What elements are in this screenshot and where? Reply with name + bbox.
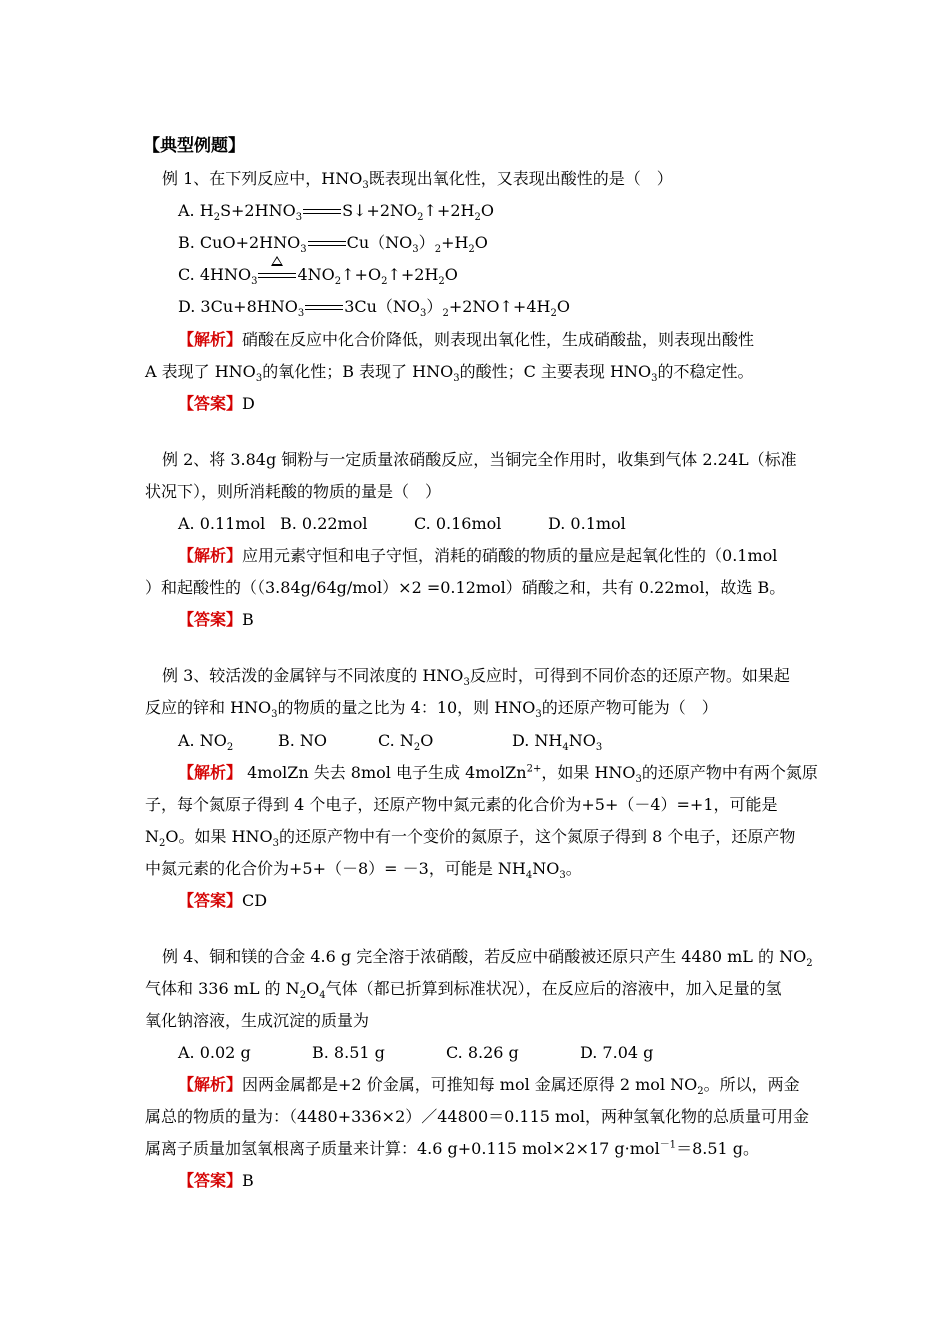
ex1-option-a: A. $H_2S+2HNO_3$ $S↓+2NO_2↑+2H_2O$ bbox=[178, 201, 494, 224]
heat-triangle-icon bbox=[271, 256, 283, 266]
ex1-option-d: D. $3Cu+8HNO_3$ $3Cu(NO_3)_2+2NO↑+4H_2O$ bbox=[178, 297, 570, 320]
ex4-answer: 【答案】B bbox=[178, 1171, 254, 1190]
ex2-question-cont: 状况下），则所消耗酸的物质的量是（ ） bbox=[145, 482, 442, 501]
ex3-analysis-3: $N_2O$。如果 $HNO_3$的还原产物中有一个变价的氮原子，这个氮原子得到 8 个电子，还原产物 bbox=[145, 827, 796, 850]
ex4-question-2: 气体和 336 mL 的 $N_2O_4$气体（都已折算到标准状况），在反应后的溶液中，加入足量的氢 bbox=[145, 979, 782, 1002]
ex3-answer: 【答案】CD bbox=[178, 891, 268, 910]
equals-sign bbox=[305, 303, 343, 313]
ex3-options: A. $NO_2$ B. NO C. $N_2O$ D. $NH_4NO_3$ bbox=[178, 731, 603, 754]
ex3-question: 例 3、较活泼的金属锌与不同浓度的 $HNO_3$反应时，可得到不同价态的还原产物。如果起 bbox=[162, 666, 790, 689]
equals-sign bbox=[303, 207, 341, 217]
ex2-options: A. 0.11mol B. 0.22mol C. 0.16mol D. 0.1mol bbox=[178, 514, 626, 533]
ex2-question: 例 2、将 3.84g 铜粉与一定质量浓硝酸反应，当铜完全作用时，收集到气体 2.24L（标准 bbox=[162, 450, 797, 469]
ex1-analysis: 【解析】硝酸在反应中化合价降低，则表现出氧化性，生成硝酸盐，则表现出酸性 bbox=[178, 330, 755, 349]
ex4-analysis-2: 属总的物质的量为：（4480+336×2）／44800＝0.115 mol，两种氢氧化物的总质量可用金 bbox=[145, 1107, 809, 1126]
ex3-analysis-2: 子，每个氮原子得到 4 个电子，还原产物中氮元素的化合价为+5+（－4）=+1，可能是 bbox=[145, 795, 778, 814]
ex3-question-cont: 反应的锌和 $HNO_3$的物质的量之比为 4：10，则 $HNO_3$的还原产物可能为（ ） bbox=[145, 698, 718, 721]
ex1-option-b: B. $CuO+2HNO_3$ $Cu(NO_3)_2+H_2O$ bbox=[178, 233, 488, 256]
ex2-answer: 【答案】B bbox=[178, 610, 254, 629]
ex3-analysis: 【解析】 4molZn 失去 8mol 电子生成 4molZn$^{2+}$，如果 $HNO_3$的还原产物中有两个氮原 bbox=[178, 763, 818, 786]
ex1-analysis-cont: A 表现了 $HNO_3$的氧化性；B 表现了 $HNO_3$的酸性；C 主要表现 $HNO_3$的不稳定性。 bbox=[145, 362, 754, 385]
equals-sign bbox=[308, 239, 346, 249]
ex4-question-3: 氧化钠溶液，生成沉淀的质量为 bbox=[145, 1011, 370, 1030]
ex4-question: 例 4、铜和镁的合金 4.6 g 完全溶于浓硝酸，若反应中硝酸被还原只产生 4480 mL 的 $NO_2$ bbox=[162, 947, 813, 970]
ex4-analysis-3: 属离子质量加氢氧根离子质量来计算：4.6 g+0.115 mol×2×17 g·mol$^{-1}$＝8.51 g。 bbox=[145, 1139, 760, 1158]
equals-sign bbox=[258, 271, 296, 281]
ex1-option-c: C. $4HNO_3$ $4NO_2↑+O_2↑+2H_2O$ bbox=[178, 265, 458, 285]
ex2-analysis-cont: ）和起酸性的（（3.84g/64g/mol）×2 =0.12mol）硝酸之和，共有 0.22mol，故选 B。 bbox=[145, 578, 786, 597]
ex2-analysis: 【解析】应用元素守恒和电子守恒，消耗的硝酸的物质的量应是起氧化性的（0.1mol bbox=[178, 546, 778, 565]
ex4-analysis: 【解析】因两金属都是+2 价金属，可推知每 mol 金属还原得 2 mol $NO_2$。所以，两金 bbox=[178, 1075, 800, 1098]
ex3-analysis-4: 中氮元素的化合价为+5+（－8）= －3，可能是 $NH_4NO_3$。 bbox=[145, 859, 582, 882]
ex1-answer: 【答案】D bbox=[178, 394, 255, 413]
ex1-question: 例 1、在下列反应中，$HNO_3$既表现出氧化性，又表现出酸性的是（ ） bbox=[162, 169, 673, 192]
section-heading: 【典型例题】 bbox=[143, 136, 245, 156]
ex4-options: A. 0.02 g B. 8.51 g C. 8.26 g D. 7.04 g bbox=[178, 1043, 654, 1062]
